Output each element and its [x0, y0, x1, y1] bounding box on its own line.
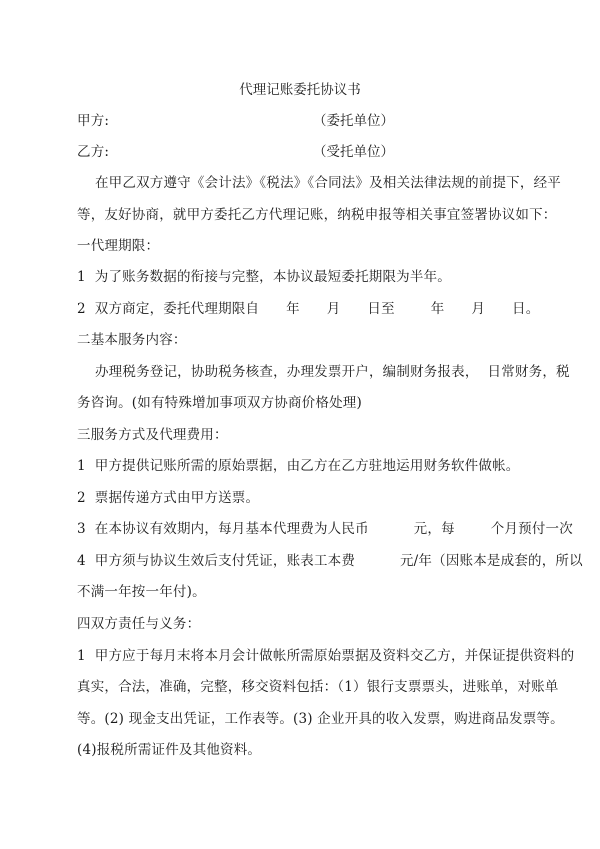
preamble-line-2: 等，友好协商，就甲方委托乙方代理记账，纳税申报等相关事宜签署协议如下： [77, 207, 557, 223]
clause-3-1: 1 甲方提供记账所需的原始票据，由乙方在乙方驻地运用财务软件做帐。 [77, 458, 520, 474]
services-line-1: 办理税务登记，协助税务核查，办理发票开户，编制财务报表， 日常财务，税 [77, 364, 570, 380]
clause-1-2: 2 双方商定，委托代理期限自 年 月 日至 年 月 日。 [77, 301, 540, 317]
clause-3-3: 3 在本协议有效期内，每月基本代理费为人民币 元，每 个月预付一次 [77, 521, 573, 537]
clause-1-1: 1 为了账务数据的衔接与完整，本协议最短委托期限为半年。 [77, 269, 451, 285]
preamble-line-1: 在甲乙双方遵守《会计法》《税法》《合同法》及相关法律法规的前提下，经平 [77, 175, 561, 191]
clause-3-4-line-2: 不满一年按一年付)。 [77, 584, 206, 600]
document-title: 代理记账委托协议书 [239, 82, 361, 98]
clause-4-1-line-1: 1 甲方应于每月末将本月会计做帐所需原始票据及资料交乙方，并保证提供资料的 [77, 648, 575, 664]
party-a-note: （委托单位） [313, 113, 394, 129]
clause-4-1-line-4: (4)报税所需证件及其他资料。 [77, 742, 262, 758]
clause-3-4-line-1: 4 甲方须与协议生效后支付凭证，账表工本费 元/年（因账本是成套的，所以 [77, 553, 583, 569]
party-a-label: 甲方: [77, 113, 110, 129]
services-line-2: 务咨询。(如有特殊增加事项双方协商价格处理) [77, 395, 362, 411]
section-heading-4: 四双方责任与义务： [77, 616, 201, 632]
party-b-note: （受托单位） [313, 144, 394, 160]
clause-4-1-line-2: 真实，合法，准确，完整，移交资料包括：（1）银行支票票头，进账单，对账单 [77, 679, 559, 695]
party-b-label: 乙方: [77, 144, 110, 160]
clause-3-2: 2 票据传递方式由甲方送票。 [77, 490, 260, 506]
section-heading-2: 二基本服务内容： [77, 332, 187, 348]
clause-4-1-line-3: 等。(2) 现金支出凭证，工作表等。(3) 企业开具的收入发票，购进商品发票等。 [77, 711, 564, 727]
section-heading-3: 三服务方式及代理费用： [77, 427, 228, 443]
section-heading-1: 一代理期限： [77, 238, 160, 254]
